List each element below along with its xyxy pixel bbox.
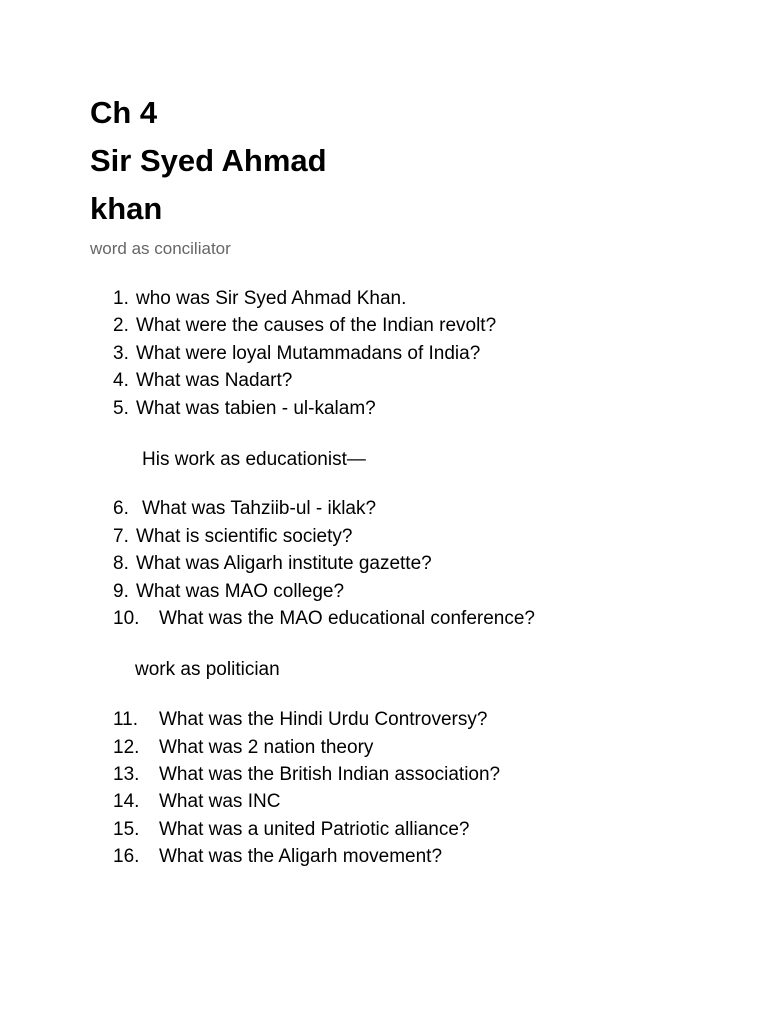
item-number: 15. (113, 819, 140, 840)
item-number: 8. (113, 553, 129, 574)
item-text: What was Aligarh institute gazette? (136, 553, 432, 574)
item-text: What was the Hindi Urdu Controversy? (159, 709, 488, 730)
section-label-politician: work as politician (135, 659, 280, 680)
chapter-title-line-1: Ch 4 (90, 95, 158, 130)
item-text: What were the causes of the Indian revolt? (136, 315, 497, 336)
chapter-title-line-3: khan (90, 191, 163, 226)
item-number: 12. (113, 737, 140, 758)
item-number: 16. (113, 846, 140, 867)
item-text: What was 2 nation theory (159, 737, 374, 758)
item-text: What was MAO college? (136, 581, 345, 602)
item-text: What is scientific society? (136, 526, 353, 547)
item-number: 14. (113, 791, 140, 812)
section-subtitle: word as conciliator (90, 239, 231, 258)
chapter-title-line-2: Sir Syed Ahmad (90, 143, 327, 178)
item-number: 7. (113, 526, 129, 547)
section-label-educationist: His work as educationist— (142, 449, 366, 470)
item-number: 3. (113, 343, 129, 364)
item-number: 5. (113, 398, 129, 419)
item-number: 11. (113, 709, 139, 730)
item-text: What was the Aligarh movement? (159, 846, 443, 867)
item-text: What were loyal Mutammadans of India? (136, 343, 481, 364)
item-number: 9. (113, 581, 129, 602)
item-number: 2. (113, 315, 129, 336)
item-number: 6. (113, 498, 129, 519)
item-text: What was Tahziib-ul - iklak? (142, 498, 377, 519)
item-text: What was the MAO educational conference? (159, 608, 535, 629)
item-text: What was a united Patriotic alliance? (159, 819, 470, 840)
item-number: 10. (113, 608, 140, 629)
item-text: What was tabien - ul-kalam? (136, 398, 376, 419)
item-text: What was INC (159, 791, 281, 812)
item-text: who was Sir Syed Ahmad Khan. (136, 288, 407, 309)
item-number: 13. (113, 764, 140, 785)
item-number: 1. (113, 288, 129, 309)
item-text: What was the British Indian association? (159, 764, 501, 785)
item-text: What was Nadart? (136, 370, 293, 391)
item-number: 4. (113, 370, 129, 391)
